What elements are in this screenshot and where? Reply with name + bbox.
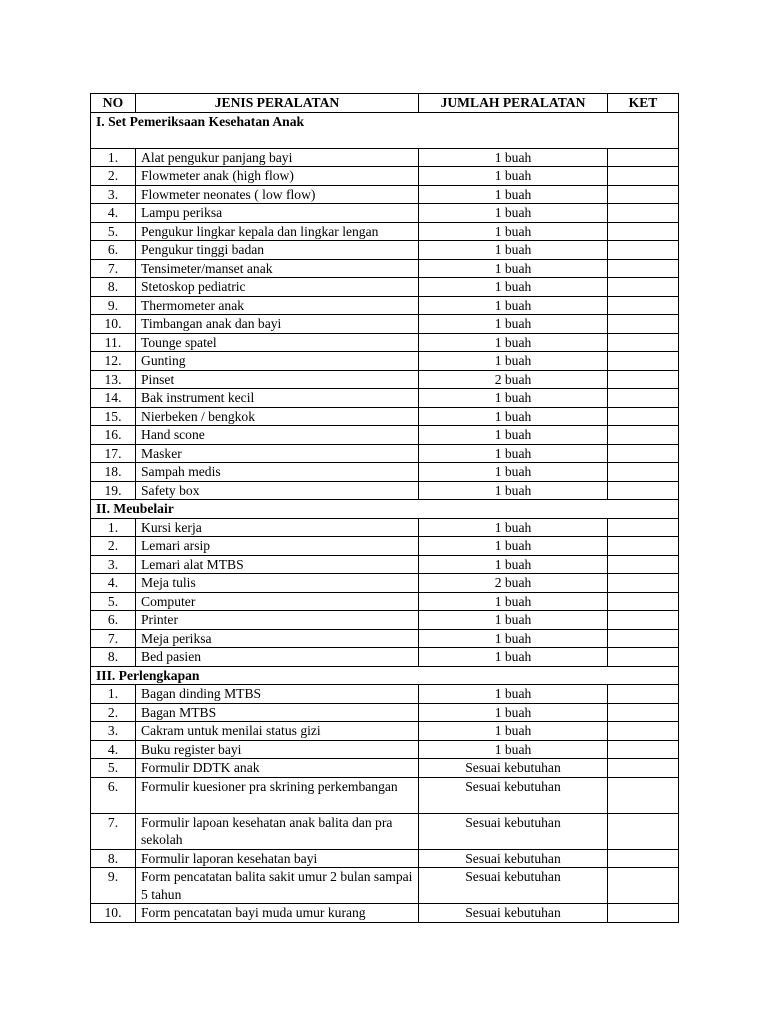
item-number: 7.	[91, 629, 136, 648]
item-name: Formulir laporan kesehatan bayi	[136, 849, 419, 868]
item-number: 1.	[91, 518, 136, 537]
section-title: I. Set Pemeriksaan Kesehatan Anak	[91, 112, 679, 148]
item-ket	[608, 555, 679, 574]
item-ket	[608, 296, 679, 315]
item-number: 5.	[91, 759, 136, 778]
table-row	[91, 426, 679, 445]
item-quantity: 1 buah	[419, 315, 608, 334]
item-name: Timbangan anak dan bayi	[136, 315, 419, 334]
item-ket	[608, 759, 679, 778]
item-ket	[608, 259, 679, 278]
item-ket	[608, 611, 679, 630]
item-name: Formulir DDTK anak	[136, 759, 419, 778]
table-row	[91, 315, 679, 334]
header-jenis-peralatan: JENIS PERALATAN	[136, 94, 419, 113]
table-row	[91, 759, 679, 778]
table-row	[91, 518, 679, 537]
item-name: Tensimeter/manset anak	[136, 259, 419, 278]
table-row	[91, 296, 679, 315]
table-row	[91, 204, 679, 223]
table-row	[91, 148, 679, 167]
item-number: 2.	[91, 167, 136, 186]
item-quantity: 1 buah	[419, 444, 608, 463]
item-number: 6.	[91, 241, 136, 260]
item-quantity: 1 buah	[419, 296, 608, 315]
item-number: 1.	[91, 148, 136, 167]
item-number: 9.	[91, 868, 136, 904]
section-title: II. Meubelair	[91, 500, 679, 519]
item-ket	[608, 904, 679, 923]
item-number: 7.	[91, 813, 136, 849]
item-name: Meja tulis	[136, 574, 419, 593]
item-ket	[608, 148, 679, 167]
item-quantity: 1 buah	[419, 703, 608, 722]
item-quantity: 1 buah	[419, 537, 608, 556]
item-number: 10.	[91, 904, 136, 923]
item-name: Lampu periksa	[136, 204, 419, 223]
table-row	[91, 629, 679, 648]
item-number: 15.	[91, 407, 136, 426]
item-name: Bagan MTBS	[136, 703, 419, 722]
item-ket	[608, 868, 679, 904]
item-number: 8.	[91, 278, 136, 297]
item-quantity: 1 buah	[419, 241, 608, 260]
header-no: NO	[91, 94, 136, 113]
item-quantity: 1 buah	[419, 592, 608, 611]
table-row	[91, 574, 679, 593]
item-ket	[608, 370, 679, 389]
table-row	[91, 389, 679, 408]
table-row	[91, 904, 679, 923]
item-quantity: 1 buah	[419, 333, 608, 352]
item-quantity: 1 buah	[419, 222, 608, 241]
item-number: 8.	[91, 648, 136, 667]
item-number: 4.	[91, 574, 136, 593]
item-ket	[608, 241, 679, 260]
item-name: Bagan dinding MTBS	[136, 685, 419, 704]
item-ket	[608, 648, 679, 667]
item-number: 18.	[91, 463, 136, 482]
item-quantity: Sesuai kebutuhan	[419, 813, 608, 849]
item-quantity: 1 buah	[419, 389, 608, 408]
item-number: 13.	[91, 370, 136, 389]
table-row	[91, 555, 679, 574]
item-ket	[608, 315, 679, 334]
item-name: Bak instrument kecil	[136, 389, 419, 408]
item-name: Safety box	[136, 481, 419, 500]
item-ket	[608, 703, 679, 722]
item-number: 8.	[91, 849, 136, 868]
item-number: 11.	[91, 333, 136, 352]
item-number: 2.	[91, 537, 136, 556]
item-name: Bed pasien	[136, 648, 419, 667]
table-row	[91, 333, 679, 352]
item-ket	[608, 444, 679, 463]
item-quantity: 2 buah	[419, 574, 608, 593]
item-quantity: 1 buah	[419, 148, 608, 167]
item-name: Gunting	[136, 352, 419, 371]
item-name: Form pencatatan bayi muda umur kurang	[136, 904, 419, 923]
item-number: 2.	[91, 703, 136, 722]
item-quantity: 1 buah	[419, 481, 608, 500]
item-name: Stetoskop pediatric	[136, 278, 419, 297]
item-number: 6.	[91, 777, 136, 813]
item-name: Tounge spatel	[136, 333, 419, 352]
item-ket	[608, 352, 679, 371]
item-ket	[608, 685, 679, 704]
item-name: Pengukur lingkar kepala dan lingkar lengan	[136, 222, 419, 241]
item-quantity: 1 buah	[419, 204, 608, 223]
item-ket	[608, 222, 679, 241]
table-row	[91, 407, 679, 426]
item-name: Pengukur tinggi badan	[136, 241, 419, 260]
item-number: 1.	[91, 685, 136, 704]
item-quantity: Sesuai kebutuhan	[419, 777, 608, 813]
item-ket	[608, 777, 679, 813]
item-number: 14.	[91, 389, 136, 408]
item-quantity: 1 buah	[419, 740, 608, 759]
item-ket	[608, 407, 679, 426]
section-title: III. Perlengkapan	[91, 666, 679, 685]
item-ket	[608, 167, 679, 186]
item-number: 5.	[91, 592, 136, 611]
item-quantity: 1 buah	[419, 259, 608, 278]
item-ket	[608, 740, 679, 759]
item-number: 19.	[91, 481, 136, 500]
item-ket	[608, 518, 679, 537]
item-name: Computer	[136, 592, 419, 611]
item-quantity: 1 buah	[419, 685, 608, 704]
table-row	[91, 849, 679, 868]
item-name: Thermometer anak	[136, 296, 419, 315]
item-name: Lemari arsip	[136, 537, 419, 556]
item-name: Flowmeter neonates ( low flow)	[136, 185, 419, 204]
item-ket	[608, 574, 679, 593]
table-row	[91, 813, 679, 849]
table-row	[91, 611, 679, 630]
item-name: Hand scone	[136, 426, 419, 445]
item-quantity: 1 buah	[419, 611, 608, 630]
item-name: Sampah medis	[136, 463, 419, 482]
item-number: 4.	[91, 740, 136, 759]
section-row	[91, 666, 679, 685]
item-number: 3.	[91, 722, 136, 741]
item-number: 17.	[91, 444, 136, 463]
item-number: 16.	[91, 426, 136, 445]
item-ket	[608, 389, 679, 408]
table-row	[91, 185, 679, 204]
item-quantity: 1 buah	[419, 426, 608, 445]
table-row	[91, 259, 679, 278]
item-name: Formulir lapoan kesehatan anak balita dan pra sekolah	[136, 813, 419, 849]
item-quantity: 1 buah	[419, 648, 608, 667]
table-row	[91, 868, 679, 904]
item-number: 7.	[91, 259, 136, 278]
item-name: Cakram untuk menilai status gizi	[136, 722, 419, 741]
item-quantity: 1 buah	[419, 629, 608, 648]
item-name: Buku register bayi	[136, 740, 419, 759]
item-name: Form pencatatan balita sakit umur 2 bulan sampai 5 tahun	[136, 868, 419, 904]
table-row	[91, 777, 679, 813]
item-name: Flowmeter anak (high flow)	[136, 167, 419, 186]
item-ket	[608, 185, 679, 204]
item-number: 4.	[91, 204, 136, 223]
table-row	[91, 740, 679, 759]
item-ket	[608, 333, 679, 352]
item-ket	[608, 204, 679, 223]
item-ket	[608, 426, 679, 445]
header-ket: KET	[608, 94, 679, 113]
item-name: Alat pengukur panjang bayi	[136, 148, 419, 167]
item-number: 10.	[91, 315, 136, 334]
item-ket	[608, 481, 679, 500]
item-number: 6.	[91, 611, 136, 630]
table-row	[91, 703, 679, 722]
item-quantity: 1 buah	[419, 278, 608, 297]
item-quantity: 1 buah	[419, 518, 608, 537]
table-body	[91, 112, 679, 922]
item-quantity: 1 buah	[419, 722, 608, 741]
item-quantity: 1 buah	[419, 407, 608, 426]
item-ket	[608, 849, 679, 868]
section-row	[91, 500, 679, 519]
table-row	[91, 648, 679, 667]
item-name: Lemari alat MTBS	[136, 555, 419, 574]
item-quantity: 1 buah	[419, 167, 608, 186]
item-quantity: Sesuai kebutuhan	[419, 904, 608, 923]
item-ket	[608, 463, 679, 482]
item-name: Nierbeken / bengkok	[136, 407, 419, 426]
item-ket	[608, 722, 679, 741]
table-row	[91, 222, 679, 241]
table-row	[91, 685, 679, 704]
item-name: Meja periksa	[136, 629, 419, 648]
table-row	[91, 537, 679, 556]
item-name: Masker	[136, 444, 419, 463]
header-row	[91, 94, 679, 113]
table-row	[91, 463, 679, 482]
item-name: Pinset	[136, 370, 419, 389]
table-row	[91, 241, 679, 260]
item-name: Kursi kerja	[136, 518, 419, 537]
header-jumlah-peralatan: JUMLAH PERALATAN	[419, 94, 608, 113]
item-ket	[608, 278, 679, 297]
item-ket	[608, 592, 679, 611]
table-row	[91, 481, 679, 500]
item-number: 5.	[91, 222, 136, 241]
item-number: 3.	[91, 185, 136, 204]
item-quantity: 2 buah	[419, 370, 608, 389]
table-row	[91, 167, 679, 186]
item-quantity: Sesuai kebutuhan	[419, 868, 608, 904]
table-row	[91, 722, 679, 741]
item-quantity: 1 buah	[419, 555, 608, 574]
item-quantity: 1 buah	[419, 463, 608, 482]
item-quantity: 1 buah	[419, 185, 608, 204]
section-row	[91, 112, 679, 148]
table-row	[91, 592, 679, 611]
item-quantity: 1 buah	[419, 352, 608, 371]
table-row	[91, 352, 679, 371]
table-row	[91, 370, 679, 389]
item-quantity: Sesuai kebutuhan	[419, 849, 608, 868]
item-quantity: Sesuai kebutuhan	[419, 759, 608, 778]
item-ket	[608, 629, 679, 648]
item-number: 3.	[91, 555, 136, 574]
equipment-table	[90, 93, 679, 923]
item-name: Printer	[136, 611, 419, 630]
item-ket	[608, 813, 679, 849]
table-row	[91, 444, 679, 463]
item-number: 12.	[91, 352, 136, 371]
table-row	[91, 278, 679, 297]
item-number: 9.	[91, 296, 136, 315]
item-ket	[608, 537, 679, 556]
item-name: Formulir kuesioner pra skrining perkembangan	[136, 777, 419, 813]
